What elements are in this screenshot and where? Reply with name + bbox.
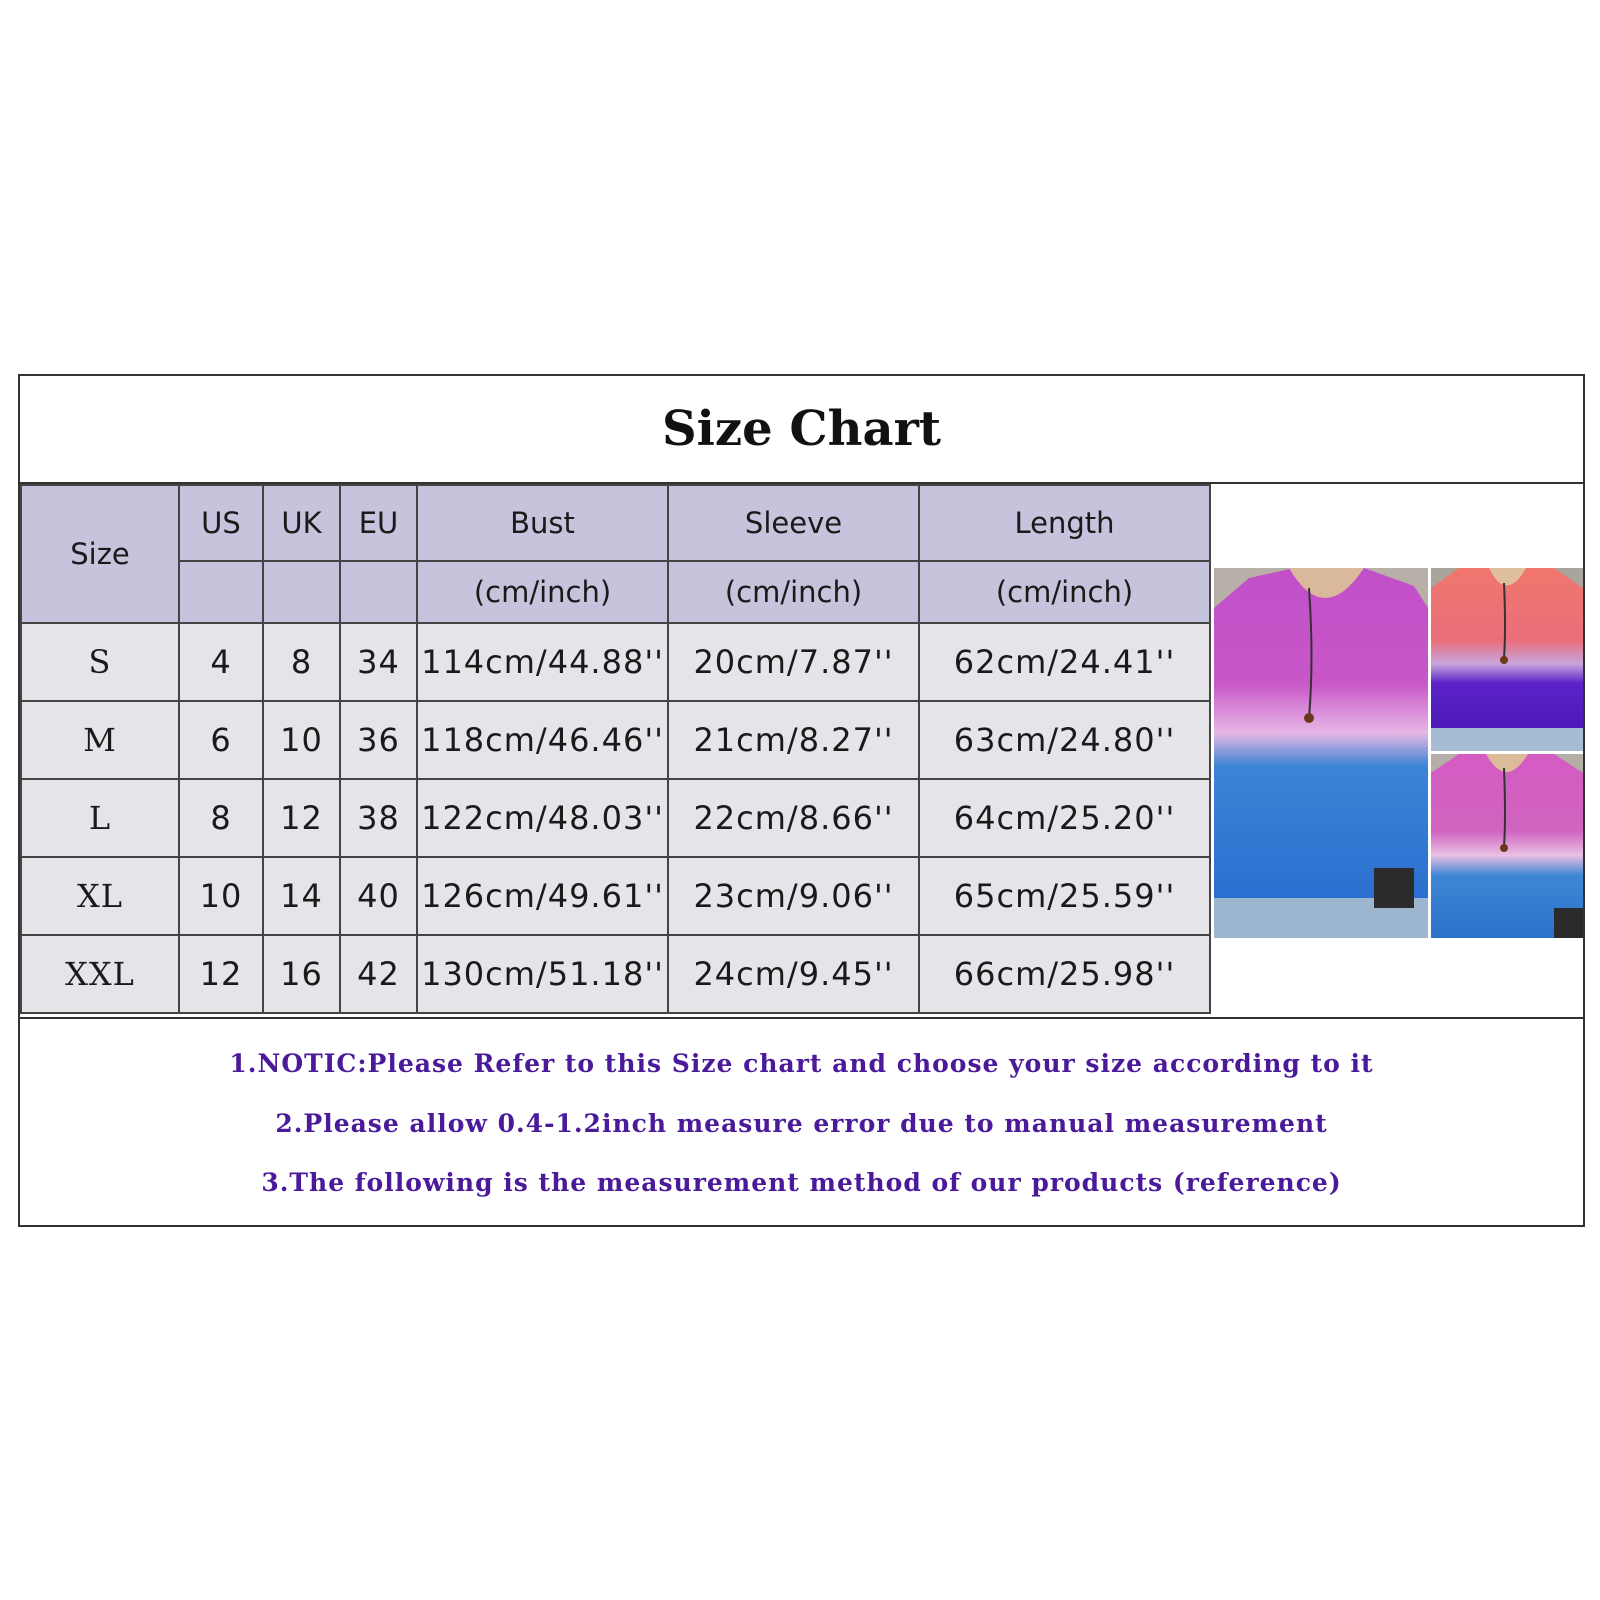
chart-title: Size Chart xyxy=(20,376,1583,484)
main-shirt-photo xyxy=(1214,568,1428,938)
cell-uk: 16 xyxy=(263,935,340,1013)
unit-bust: (cm/inch) xyxy=(417,561,668,623)
cell-sleeve: 23cm/9.06'' xyxy=(668,857,919,935)
cell-length: 65cm/25.59'' xyxy=(919,857,1210,935)
table-row xyxy=(21,857,1210,935)
cell-size: L xyxy=(21,779,179,857)
cell-sleeve: 21cm/8.27'' xyxy=(668,701,919,779)
top-right-shirt-photo xyxy=(1431,568,1583,751)
header-eu: EU xyxy=(340,485,417,561)
header-us: US xyxy=(179,485,263,561)
cell-sleeve: 22cm/8.66'' xyxy=(668,779,919,857)
cell-eu: 40 xyxy=(340,857,417,935)
cell-size: M xyxy=(21,701,179,779)
unit-length: (cm/inch) xyxy=(919,561,1210,623)
cell-eu: 36 xyxy=(340,701,417,779)
cell-us: 6 xyxy=(179,701,263,779)
cell-us: 4 xyxy=(179,623,263,701)
cell-uk: 12 xyxy=(263,779,340,857)
header-size: Size xyxy=(21,485,179,623)
note-1: 1.NOTIC:Please Refer to this Size chart and choose your size according to it xyxy=(229,1049,1374,1079)
note-3: 3.The following is the measurement method of our products (reference) xyxy=(261,1167,1342,1197)
cell-us: 10 xyxy=(179,857,263,935)
cell-size: XL xyxy=(21,857,179,935)
table-row xyxy=(21,623,1210,701)
cell-bust: 130cm/51.18'' xyxy=(417,935,668,1013)
unit-empty xyxy=(263,561,340,623)
header-uk: UK xyxy=(263,485,340,561)
cell-eu: 34 xyxy=(340,623,417,701)
header-sleeve: Sleeve xyxy=(668,485,919,561)
header-row xyxy=(21,485,1210,561)
cell-eu: 38 xyxy=(340,779,417,857)
product-photo xyxy=(1214,568,1583,938)
cell-size: XXL xyxy=(21,935,179,1013)
unit-row xyxy=(21,561,1210,623)
table-row xyxy=(21,779,1210,857)
cell-length: 62cm/24.41'' xyxy=(919,623,1210,701)
cell-eu: 42 xyxy=(340,935,417,1013)
table-row xyxy=(21,701,1210,779)
cell-uk: 8 xyxy=(263,623,340,701)
cell-sleeve: 20cm/7.87'' xyxy=(668,623,919,701)
table-row xyxy=(21,935,1210,1013)
unit-sleeve: (cm/inch) xyxy=(668,561,919,623)
unit-empty xyxy=(179,561,263,623)
cell-uk: 10 xyxy=(263,701,340,779)
cell-bust: 122cm/48.03'' xyxy=(417,779,668,857)
cell-sleeve: 24cm/9.45'' xyxy=(668,935,919,1013)
bottom-right-shirt-photo xyxy=(1431,754,1583,938)
unit-empty xyxy=(340,561,417,623)
cell-bust: 114cm/44.88'' xyxy=(417,623,668,701)
cell-uk: 14 xyxy=(263,857,340,935)
cell-length: 63cm/24.80'' xyxy=(919,701,1210,779)
cell-us: 8 xyxy=(179,779,263,857)
cell-us: 12 xyxy=(179,935,263,1013)
notes-section xyxy=(20,1019,1583,1227)
cell-length: 64cm/25.20'' xyxy=(919,779,1210,857)
cell-length: 66cm/25.98'' xyxy=(919,935,1210,1013)
header-bust: Bust xyxy=(417,485,668,561)
size-table xyxy=(20,484,1211,1014)
cell-bust: 118cm/46.46'' xyxy=(417,701,668,779)
cell-bust: 126cm/49.61'' xyxy=(417,857,668,935)
cell-size: S xyxy=(21,623,179,701)
size-chart-frame xyxy=(18,374,1585,1227)
header-length: Length xyxy=(919,485,1210,561)
note-2: 2.Please allow 0.4-1.2inch measure error due to manual measurement xyxy=(275,1108,1328,1138)
